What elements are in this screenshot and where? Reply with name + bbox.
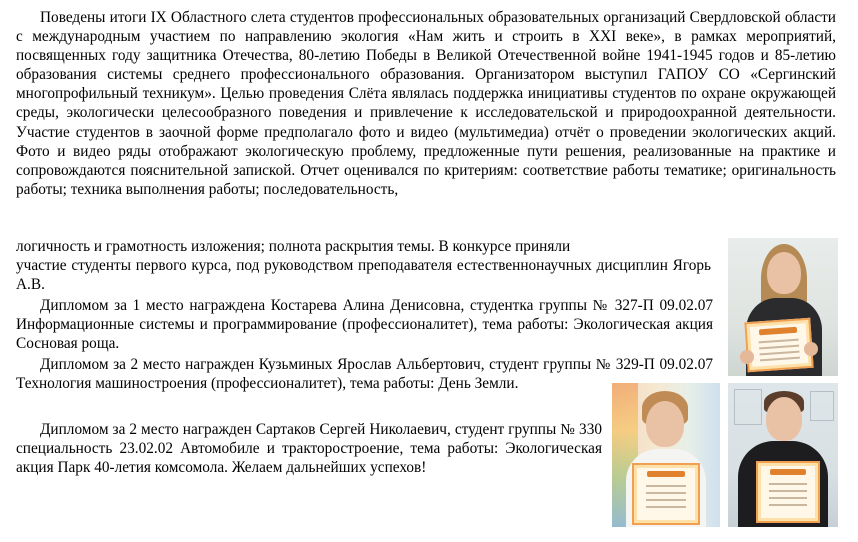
hand: [740, 350, 754, 364]
diploma-line: [760, 351, 800, 356]
intro-rest: участие студенты первого курса, под руководством преподавателя естественнонаучных дисциплин Ягорь А.В.: [16, 257, 711, 294]
photo-student-girl: [728, 238, 838, 376]
diploma-line: [646, 492, 687, 494]
diploma-line: [759, 339, 799, 344]
diploma-title: [647, 471, 685, 477]
intro-line: логичность и грамотность изложения; полнота раскрытия темы. В конкурсе приняли: [16, 238, 571, 255]
diploma: [744, 318, 813, 372]
hand: [804, 342, 818, 356]
photo-student-boy-2: [728, 383, 838, 527]
diploma-line: [646, 485, 687, 487]
face: [767, 252, 801, 294]
photo-student-boy-1: [612, 383, 720, 527]
diploma-line: [769, 504, 807, 506]
diploma-line: [769, 497, 807, 499]
diploma: [632, 463, 700, 525]
award-paragraph-2: Дипломом за 2 место награжден Кузьминых Ярослав Альбертович, студент группы № 329-П 09.02.07 Технология машиностроения (профессионалитет), тема работы: День Земли.: [16, 356, 713, 393]
diploma-title: [770, 469, 806, 475]
face: [766, 397, 802, 441]
diploma-line: [646, 506, 687, 508]
wall-frame: [810, 391, 834, 421]
award-paragraph-1: Дипломом за 1 место награждена Костарева Алина Денисовна, студентка группы № 327-П 09.02.07 Информационные системы и программирование (профессионалитет), тема работы: Экологическая акция Сосновая роща.: [16, 297, 713, 353]
diploma-line: [759, 345, 799, 350]
face: [646, 401, 684, 447]
diploma-title: [759, 327, 797, 336]
diploma: [756, 461, 820, 523]
award-paragraph-3: Дипломом за 2 место награжден Сартаков Сергей Николаевич, студент группы № 330 специальность 23.02.02 Автомобиле и тракторостроение, тема работы: Экологическая акция Парк 40-летия комсомола. Желаем дальнейших успехов!: [16, 421, 602, 477]
intro-continuation: [16, 237, 711, 294]
diploma-line: [769, 483, 807, 485]
diploma-line: [646, 499, 687, 501]
diploma-line: [760, 357, 800, 362]
diploma-line: [769, 490, 807, 492]
intro-paragraph: Поведены итоги IX Областного слета студентов профессиональных образовательных организаций Свердловской области с международным участием по направлению экология «Нам жить и строить в XXI веке», в рамках мероприятий, посвященных году защитника Отечества, 80-летию Победы в Великой Отечественной войне 1941-1945 годов и 85-летию образования системы среднего профессионального образования. Организатором выступил ГАПОУ СО «Сергинский многопрофильный техникум». Целью проведения Слёта являлась поддержка инициативы студентов по охране окружающей среды, экологически целесообразного поведения и привлечение к исследовательской и природоохранной деятельности. Участие студентов в заочной форме предполагало фото и видео (мультимедиа) отчёт о проведении экологических акций. Фото и видео ряды отображают экологическую проблему, предложенные пути решения, реализованные на практике и сопровождаются пояснительной запиской. Отчет оценивался по критериям: соответствие работы тематике; оригинальность работы; техника выполнения работы; последовательность,: [16, 9, 836, 198]
wall-frame: [734, 389, 762, 425]
